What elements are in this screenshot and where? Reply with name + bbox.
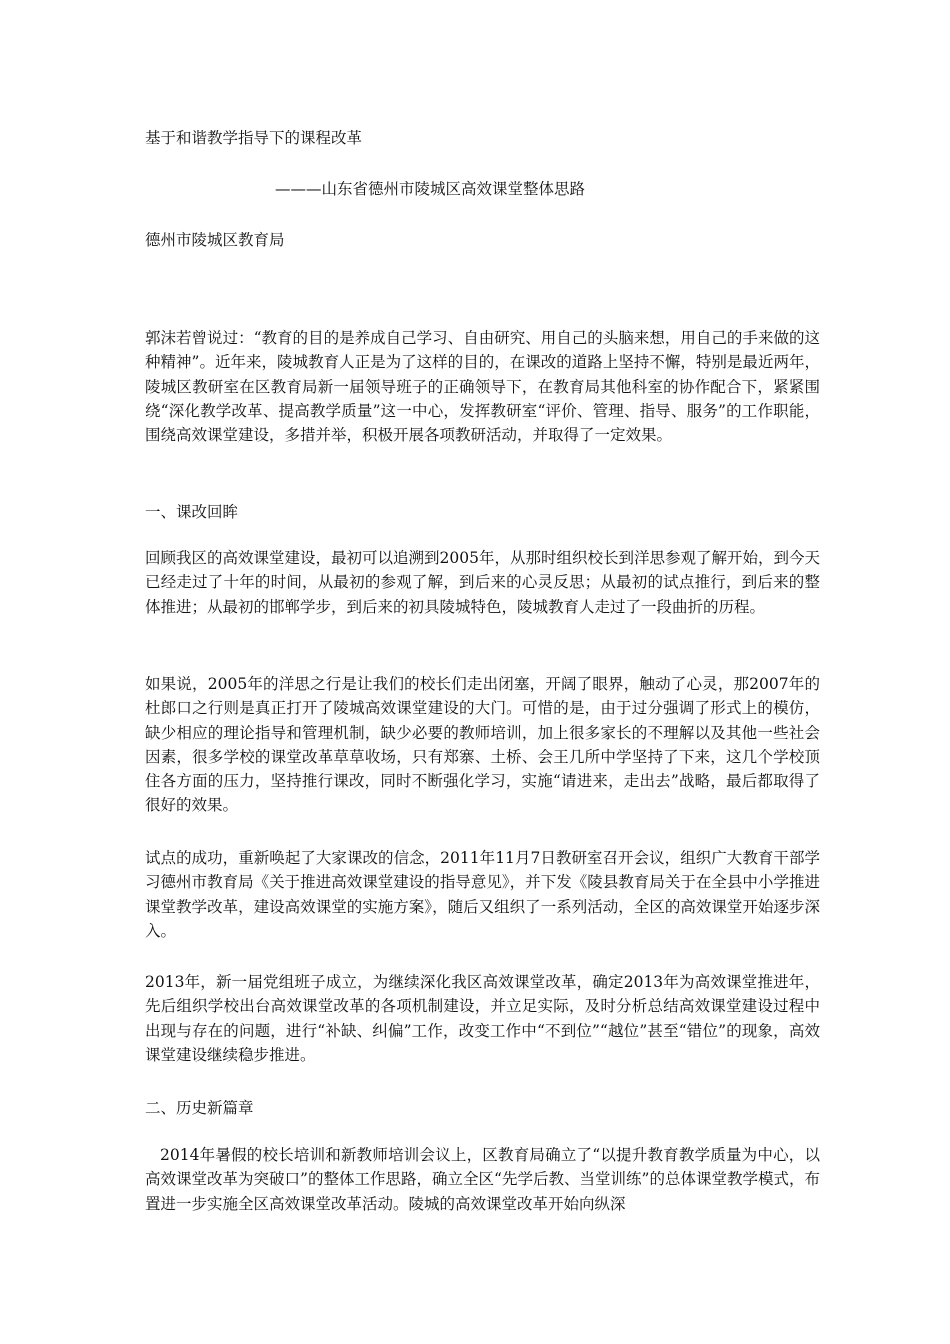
- paragraph-2005-trip: 如果说，2005年的洋思之行是让我们的校长们走出闭塞，开阔了眼界，触动了心灵，那2007年的杜郎口之行则是真正打开了陵城高效课堂建设的大门。可惜的是，由于过分强调了形式上的模仿，缺少相应的理论指导和管理机制，缺少必要的教师培训，加上很多家长的不理解以及其他一些社会因素，很多学校的课堂改革草草收场，只有郑寨、土桥、会王几所中学坚持了下来，这几个学校顶住各方面的压力，坚持推行课改，同时不断强化学习，实施“请进来，走出去”战略，最后都取得了很好的效果。: [145, 675, 820, 815]
- paragraph-review: 回顾我区的高效课堂建设，最初可以追溯到2005年，从那时组织校长到洋思参观了解开始，到今天已经走过了十年的时间，从最初的参观了解，到后来的心灵反思；从最初的试点推行，到后来的整体推进；从最初的邯郸学步，到后来的初具陵城特色，陵城教育人走过了一段曲折的历程。: [145, 549, 820, 616]
- paragraph-2014: 2014年暑假的校长培训和新教师培训会议上，区教育局确立了“以提升教育教学质量为中心，以高效课堂改革为突破口”的整体工作思路，确立全区“先学后教、当堂训练”的总体课堂教学模式，布置进一步实施全区高效课堂改革活动。陵城的高效课堂改革开始向纵深: [145, 1146, 820, 1213]
- paragraph-pilot-success: 试点的成功，重新唤起了大家课改的信念，2011年11月7日教研室召开会议，组织广大教育干部学习德州市教育局《关于推进高效课堂建设的指导意见》，并下发《陵县教育局关于在全县中小学推进课堂教学改革，建设高效课堂的实施方案》，随后又组织了一系列活动，全区的高效课堂开始逐步深入。: [145, 849, 820, 940]
- document-title: 基于和谐教学指导下的课程改革: [145, 129, 363, 147]
- paragraph-2013: 2013年，新一届党组班子成立，为继续深化我区高效课堂改革，确定2013年为高效课堂推进年，先后组织学校出台高效课堂改革的各项机制建设，并立足实际，及时分析总结高效课堂建设过程中出现与存在的问题，进行“补缺、纠偏”工作，改变工作中“不到位”“越位”甚至“错位”的现象，高效课堂建设继续稳步推进。: [145, 973, 820, 1064]
- paragraph-intro: 郭沫若曾说过：“教育的目的是养成自己学习、自由研究、用自己的头脑来想，用自己的手来做的这种精神”。近年来，陵城教育人正是为了这样的目的，在课改的道路上坚持不懈，特别是最近两年，陵城区教研室在区教育局新一届领导班子的正确领导下，在教育局其他科室的协作配合下，紧紧围绕“深化教学改革、提高教学质量”这一中心，发挥教研室“评价、管理、指导、服务”的工作职能，围绕高效课堂建设，多措并举，积极开展各项教研活动，并取得了一定效果。: [145, 329, 820, 445]
- document-author: 德州市陵城区教育局: [145, 231, 285, 249]
- document-subtitle: ———山东省德州市陵城区高效课堂整体思路: [275, 180, 586, 198]
- section-heading-new-chapter: 二、历史新篇章: [145, 1099, 254, 1117]
- section-heading-review: 一、课改回眸: [145, 503, 239, 521]
